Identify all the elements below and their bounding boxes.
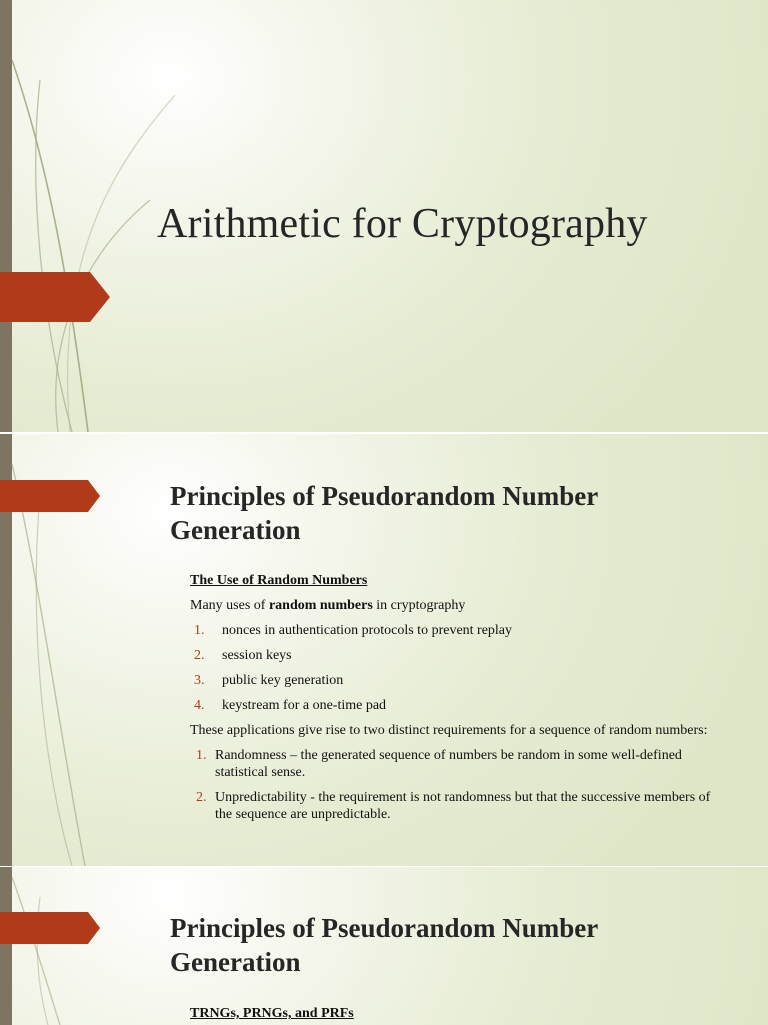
numbered-item (170, 647, 725, 664)
bullet-icon (170, 1005, 180, 1017)
numbered-item (170, 622, 725, 639)
item-number: 4. (194, 698, 205, 713)
item-number: 1. (196, 748, 207, 763)
numbered-item (170, 747, 725, 781)
heading-arrow-marker (0, 480, 100, 512)
item-text: public key generation (222, 673, 344, 688)
numbered-item (170, 672, 725, 689)
slide-side-bar (0, 867, 12, 1025)
bullet-item: Many uses of random numbers in cryptography (170, 597, 725, 614)
bullet-text: These applications give rise to two distinct requirements for a sequence of random numbers: (190, 723, 708, 738)
item-text: nonces in authentication protocols to prevent replay (222, 623, 513, 638)
item-number: 1. (194, 623, 205, 638)
bold-phrase: random numbers (268, 598, 373, 613)
item-text: Unpredictability - the requirement is not randomness but that the successive members of the sequence are unpredictable. (215, 790, 711, 822)
slide-heading: Principles of Pseudorandom Number Generation (170, 913, 598, 977)
item-text: Randomness – the generated sequence of numbers be random in some well-defined statistical sense. (215, 748, 682, 780)
bullet-item (170, 572, 725, 589)
item-number: 2. (196, 790, 207, 805)
bullet-icon (170, 722, 180, 734)
presentation-title: Arithmetic for Cryptography (157, 201, 648, 247)
content-slide-2 (0, 866, 768, 1025)
heading-arrow-marker (0, 912, 100, 944)
slide-side-bar (0, 0, 12, 432)
bullet-icon (170, 572, 180, 584)
bullet-item (170, 1005, 725, 1022)
title-arrow-marker (0, 272, 110, 322)
slide-body (170, 1005, 725, 1025)
slide-body (170, 572, 725, 831)
bullet-heading: The Use of Random Numbers (190, 573, 368, 588)
content-slide-1 (0, 433, 768, 866)
title-slide (0, 0, 768, 432)
item-text: session keys (222, 648, 292, 663)
bullet-item (170, 722, 725, 739)
item-text: keystream for a one-time pad (222, 698, 387, 713)
bullet-heading: TRNGs, PRNGs, and PRFs (190, 1006, 354, 1021)
bullet-icon (170, 597, 180, 609)
slide-heading: Principles of Pseudorandom Number Generation (170, 481, 598, 545)
item-number: 2. (194, 648, 205, 663)
item-number: 3. (194, 673, 205, 688)
numbered-item (170, 697, 725, 714)
numbered-item (170, 789, 725, 823)
